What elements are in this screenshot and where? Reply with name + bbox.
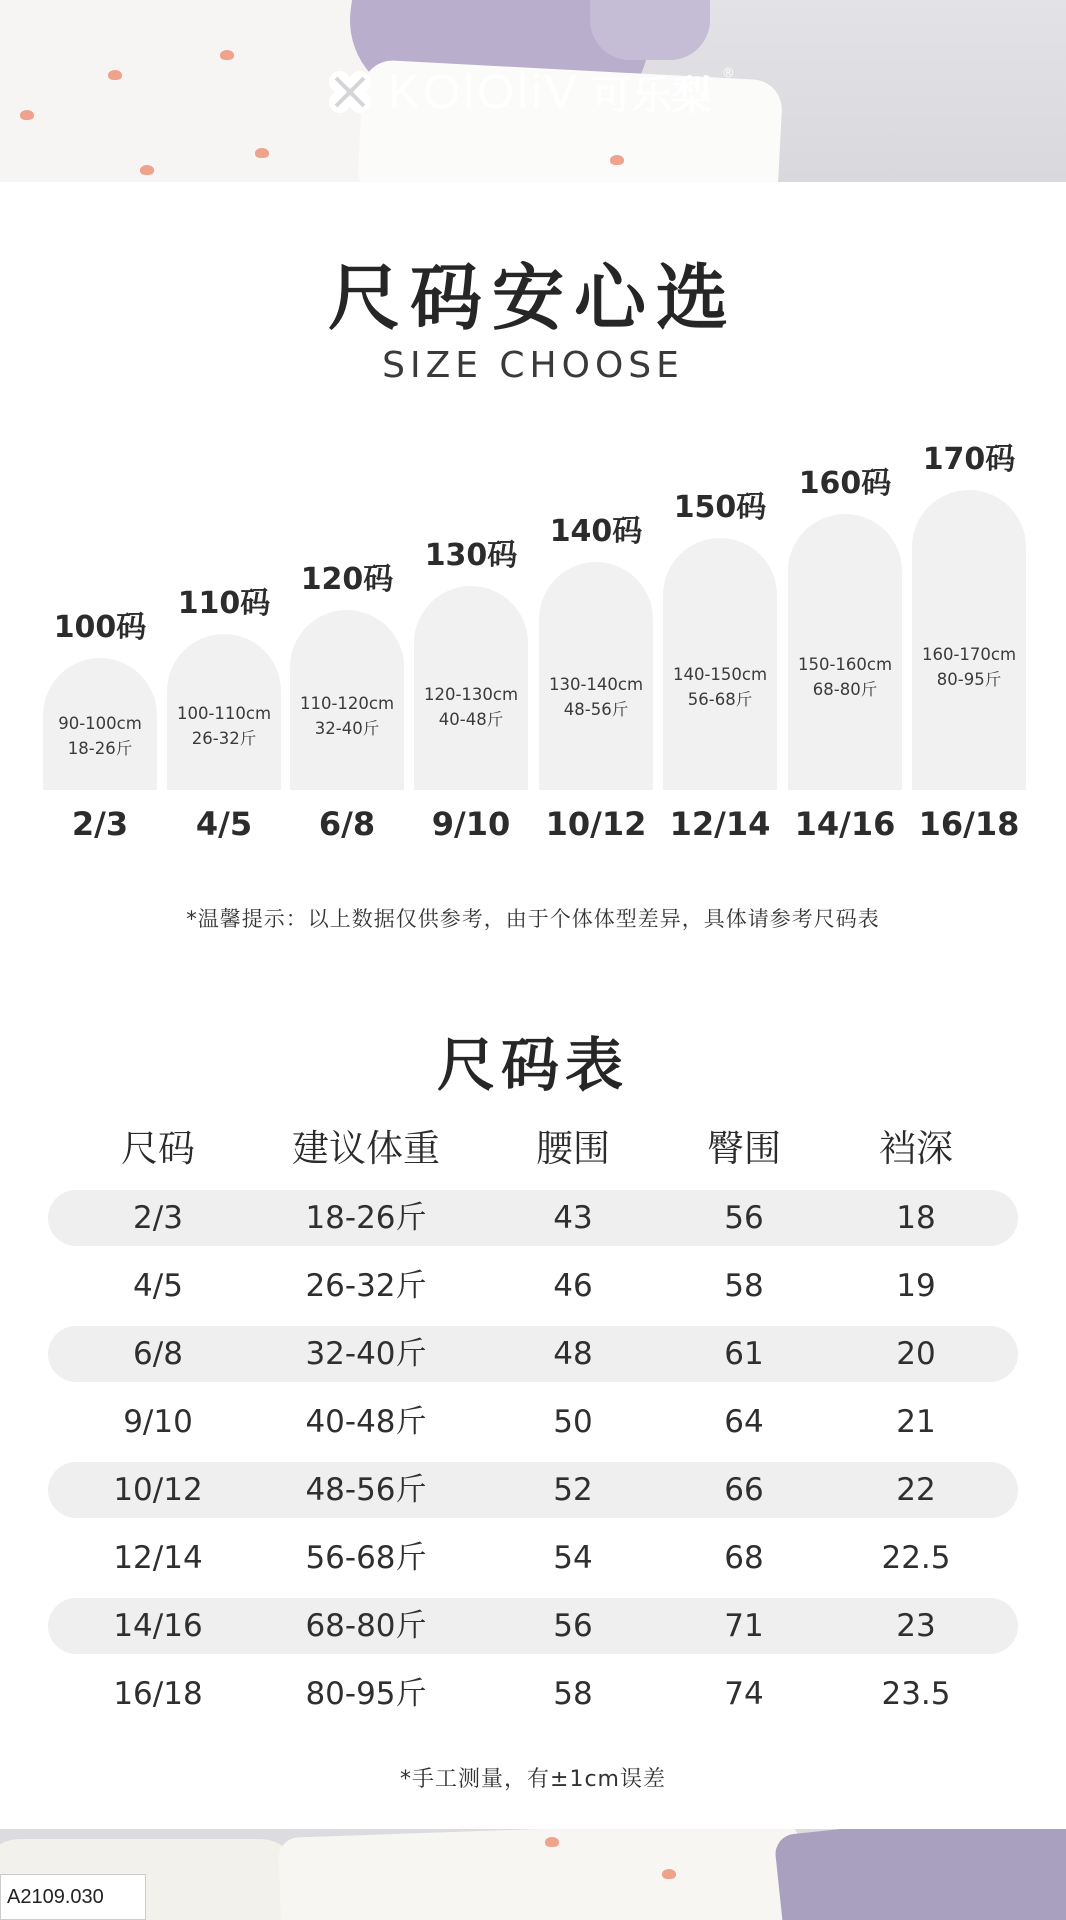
size-code-label: 120码	[300, 562, 394, 597]
table-cell: 4/5	[133, 1268, 183, 1304]
table-cell: 40-48斤	[305, 1404, 427, 1440]
table-cell: 56	[724, 1200, 764, 1236]
fabric-lilac	[774, 1829, 1066, 1920]
table-header-cell: 尺码	[121, 1127, 195, 1170]
table-cell: 52	[553, 1472, 593, 1508]
size-pill	[912, 490, 1026, 790]
table-cell: 14/16	[113, 1608, 203, 1644]
size-height-range: 130-140cm	[548, 674, 644, 694]
table-cell: 74	[724, 1676, 764, 1712]
page-subtitle: SIZE CHOOSE	[382, 345, 684, 386]
table-cell: 56-68斤	[305, 1540, 427, 1576]
table-cell: 21	[896, 1404, 936, 1440]
size-pill	[167, 634, 281, 790]
size-age-label: 4/5	[195, 805, 253, 843]
page-title: 尺码安心选	[327, 256, 738, 340]
table-cell: 48-56斤	[305, 1472, 427, 1508]
size-code-label: 170码	[922, 442, 1016, 477]
table-title: 尺码表	[436, 1031, 629, 1099]
table-cell: 58	[553, 1676, 593, 1712]
size-age-label: 2/3	[71, 805, 129, 843]
size-code-label: 130码	[424, 538, 518, 573]
table-cell: 6/8	[133, 1336, 183, 1372]
table-cell: 50	[553, 1404, 593, 1440]
table-cell: 2/3	[133, 1200, 183, 1236]
size-height-range: 120-130cm	[423, 684, 519, 704]
table-cell: 58	[724, 1268, 764, 1304]
table-cell: 48	[553, 1336, 593, 1372]
size-age-label: 10/12	[545, 805, 647, 843]
table-cell: 23.5	[881, 1676, 951, 1712]
size-age-label: 12/14	[669, 805, 771, 843]
table-header-cell: 建议体重	[292, 1127, 440, 1170]
size-age-label: 9/10	[431, 805, 511, 843]
size-code-label: 150码	[673, 490, 767, 525]
table-cell: 20	[896, 1336, 936, 1372]
table-cell: 26-32斤	[305, 1268, 427, 1304]
table-cell: 56	[553, 1608, 593, 1644]
table-cell: 64	[724, 1404, 764, 1440]
size-weight-range: 18-26斤	[67, 739, 133, 758]
table-header-cell: 裆深	[879, 1127, 953, 1170]
size-code-label: 160码	[798, 466, 892, 501]
product-code: A2109.030	[0, 1874, 146, 1920]
table-header	[48, 1118, 1018, 1170]
size-weight-range: 48-56斤	[563, 699, 629, 719]
table-cell: 18-26斤	[305, 1200, 427, 1236]
size-code-label: 110码	[177, 586, 271, 621]
size-pill	[788, 514, 902, 790]
bottom-banner-photo	[0, 1829, 1066, 1920]
table-row	[48, 1462, 1018, 1518]
registered-mark: ®	[721, 66, 735, 81]
size-height-range: 150-160cm	[797, 655, 893, 674]
table-cell: 12/14	[113, 1540, 203, 1576]
table-row	[48, 1326, 1018, 1382]
table-cell: 23	[896, 1608, 936, 1644]
size-weight-range: 26-32斤	[191, 729, 257, 748]
table-header-cell: 腰围	[536, 1127, 610, 1170]
table-row	[48, 1258, 1018, 1314]
size-age-label: 6/8	[318, 805, 376, 843]
size-code-label: 100码	[53, 610, 147, 645]
size-height-range: 100-110cm	[176, 704, 272, 723]
table-cell: 54	[553, 1540, 593, 1576]
table-cell: 19	[896, 1268, 936, 1304]
size-weight-range: 32-40斤	[314, 719, 380, 738]
size-pill	[663, 538, 777, 790]
heart-pattern-icon	[662, 1869, 676, 1879]
table-cell: 71	[724, 1608, 764, 1644]
size-pill	[539, 562, 653, 790]
table-cell: 16/18	[113, 1676, 203, 1712]
table-cell: 32-40斤	[305, 1336, 427, 1372]
table-row	[48, 1394, 1018, 1450]
size-pill	[414, 586, 528, 790]
table-cell: 68	[724, 1540, 764, 1576]
brand-name-latin: KOlOliV	[388, 65, 580, 119]
fabric-white	[278, 1829, 802, 1920]
table-cell: 61	[724, 1336, 764, 1372]
table-row	[48, 1666, 1018, 1722]
size-pill	[43, 658, 157, 790]
size-code-label: 140码	[549, 514, 643, 549]
table-cell: 68-80斤	[305, 1608, 427, 1644]
table-row	[48, 1598, 1018, 1654]
table-cell: 18	[896, 1200, 936, 1236]
heart-pattern-icon	[545, 1837, 559, 1847]
size-chart	[0, 0, 1066, 860]
table-cell: 22.5	[881, 1540, 951, 1576]
size-weight-range: 80-95斤	[936, 670, 1002, 689]
table-cell: 22	[896, 1472, 936, 1508]
size-weight-range: 40-48斤	[438, 709, 504, 729]
size-age-label: 14/16	[794, 805, 896, 843]
table-row	[48, 1530, 1018, 1586]
table-cell: 80-95斤	[305, 1676, 427, 1712]
size-age-label: 16/18	[918, 805, 1020, 843]
size-height-range: 160-170cm	[921, 645, 1017, 664]
table-cell: 46	[553, 1268, 593, 1304]
size-height-range: 90-100cm	[58, 714, 142, 733]
size-weight-range: 68-80斤	[812, 680, 878, 699]
size-weight-range: 56-68斤	[687, 689, 753, 709]
measurement-note: *手工测量，有±1cm误差	[400, 1767, 666, 1792]
table-cell: 43	[553, 1200, 593, 1236]
table-cell: 9/10	[123, 1404, 193, 1440]
table-header-cell: 臀围	[707, 1127, 781, 1170]
size-pill	[290, 610, 404, 790]
size-height-range: 110-120cm	[299, 694, 395, 713]
table-cell: 10/12	[113, 1472, 203, 1508]
table-cell: 66	[724, 1472, 764, 1508]
table-row	[48, 1190, 1018, 1246]
brand-name-cn: 可乐梨	[591, 72, 712, 119]
size-tip-note: *温馨提示：以上数据仅供参考，由于个体体型差异，具体请参考尺码表	[186, 907, 880, 931]
size-height-range: 140-150cm	[672, 664, 768, 684]
